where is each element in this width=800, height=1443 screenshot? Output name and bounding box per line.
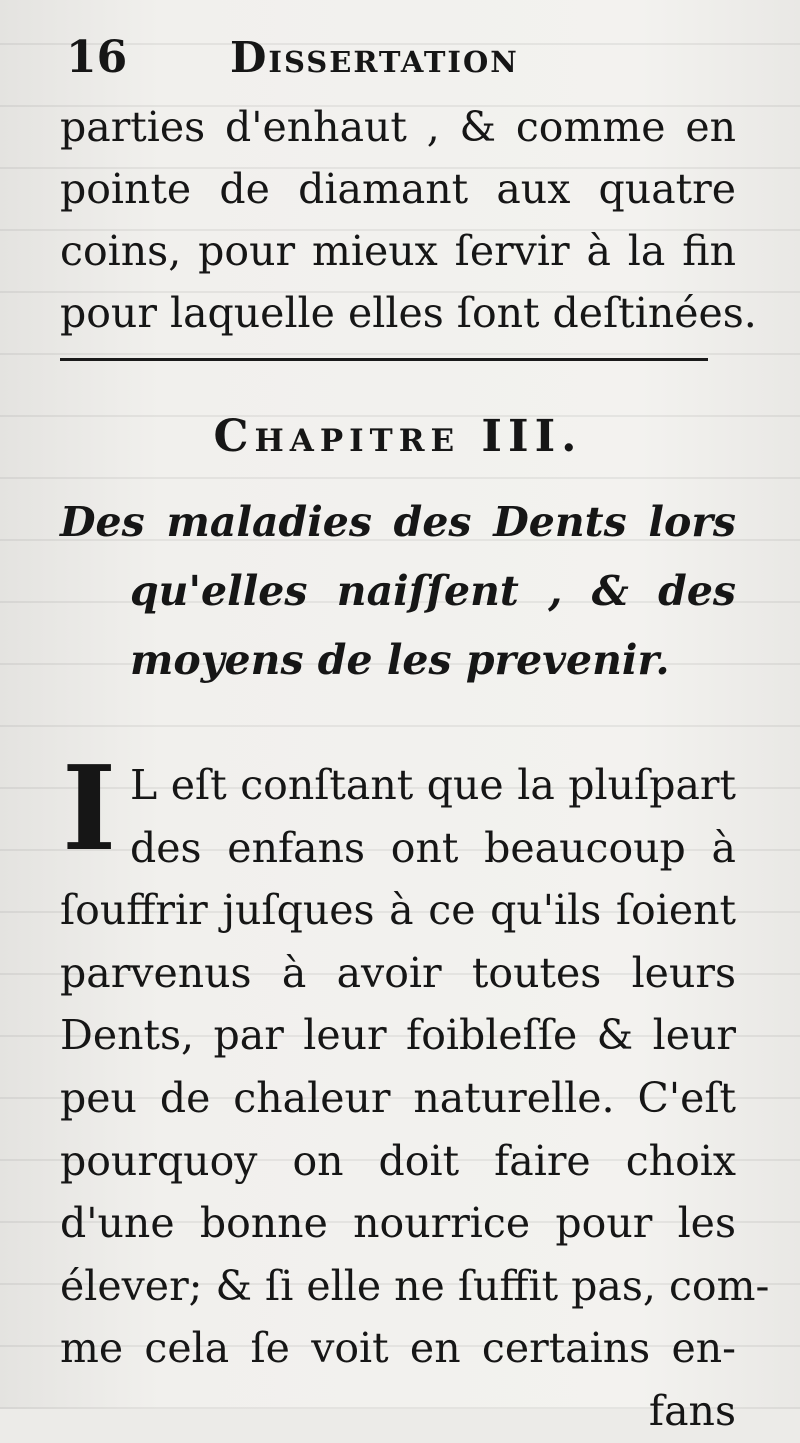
text-line: L eſt conſtant que la pluſpart: [130, 761, 736, 809]
body-paragraph: [60, 754, 770, 1443]
text-line: peu de chaleur naturelle. C'eſt: [60, 1073, 736, 1122]
text-line: parvenus à avoir toutes leurs: [60, 948, 736, 997]
text-line: me cela ſe voit en certains en-: [60, 1324, 736, 1373]
text-line: élever; & ſi elle ne ſuffit pas, com-: [60, 1261, 770, 1310]
page-number: 16: [66, 32, 128, 83]
text-line: des enfans ont beaucoup à: [130, 823, 736, 872]
page-header: [60, 26, 740, 96]
subtitle-line: Des maladies des Dents lors: [60, 498, 736, 546]
running-title: Dissertation: [230, 33, 519, 82]
text-line: Dents, par leur foibleſſe & leur: [60, 1011, 736, 1060]
text-line: pourquoy on doit faire choix: [60, 1136, 736, 1185]
subtitle-line: moyens de les prevenir.: [130, 636, 670, 684]
drop-cap: I: [62, 741, 117, 877]
text-line: d'une bonne nourrice pour les: [60, 1199, 736, 1248]
section-divider: [60, 358, 708, 361]
subtitle-line: qu'elles naiſſent , & des: [130, 567, 736, 615]
text-line: pour laquelle elles ſont deſtinées.: [60, 289, 757, 337]
chapter-subtitle: [60, 488, 736, 695]
catchword: fans: [648, 1386, 736, 1435]
chapter-heading: Chapitre III.: [213, 411, 583, 462]
text-line: coins, pour mieux ſervir à la fin: [60, 227, 736, 275]
top-paragraph: [60, 96, 757, 344]
text-line: ſouffrir juſques à ce qu'ils ſoient: [60, 886, 736, 935]
text-line: parties d'enhaut , & comme en: [60, 103, 736, 151]
text-line: pointe de diamant aux quatre: [60, 165, 736, 213]
